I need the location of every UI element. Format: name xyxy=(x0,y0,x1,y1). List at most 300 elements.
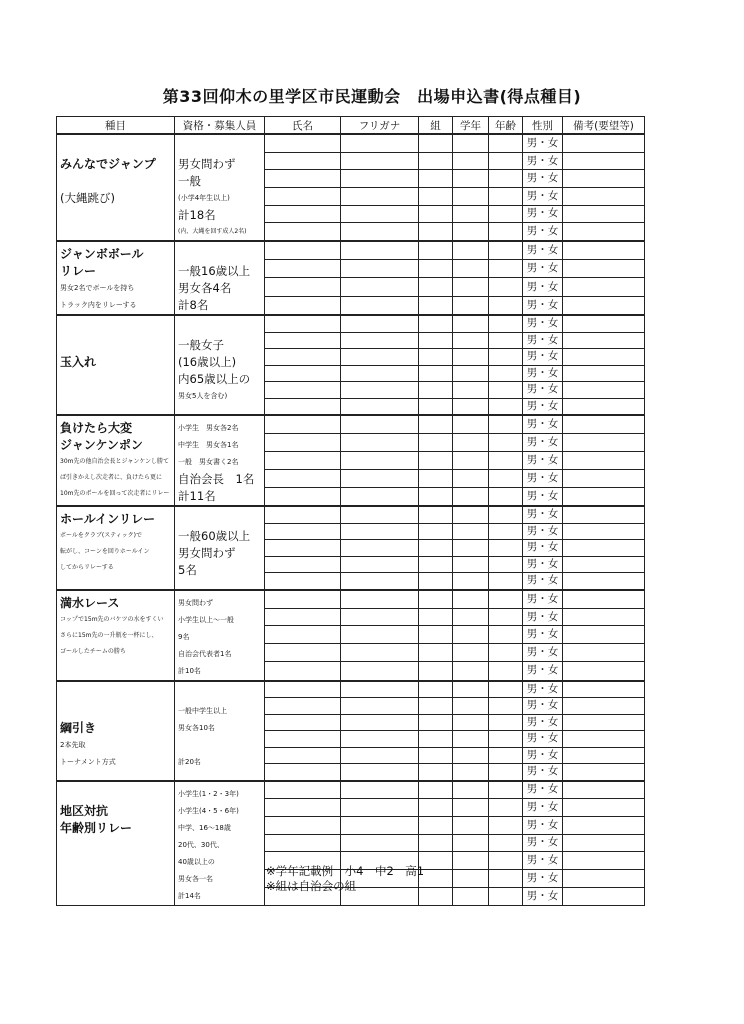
name-field[interactable] xyxy=(265,644,341,662)
age-field[interactable] xyxy=(489,590,523,609)
grade-field[interactable] xyxy=(453,205,489,223)
age-field[interactable] xyxy=(489,816,523,834)
age-field[interactable] xyxy=(489,315,523,332)
furigana-field[interactable] xyxy=(341,834,419,852)
name-field[interactable] xyxy=(265,540,341,557)
furigana-field[interactable] xyxy=(341,590,419,609)
age-field[interactable] xyxy=(489,764,523,781)
furigana-field[interactable] xyxy=(341,315,419,332)
grade-field[interactable] xyxy=(453,834,489,852)
age-field[interactable] xyxy=(489,170,523,188)
name-field[interactable] xyxy=(265,781,341,799)
remarks-field[interactable] xyxy=(563,799,645,817)
age-field[interactable] xyxy=(489,332,523,349)
sex-field[interactable]: 男・女 xyxy=(523,332,563,349)
furigana-field[interactable] xyxy=(341,382,419,399)
remarks-field[interactable] xyxy=(563,887,645,905)
name-field[interactable] xyxy=(265,134,341,152)
name-field[interactable] xyxy=(265,523,341,540)
sex-field[interactable]: 男・女 xyxy=(523,398,563,415)
remarks-field[interactable] xyxy=(563,698,645,715)
remarks-field[interactable] xyxy=(563,365,645,382)
grade-field[interactable] xyxy=(453,644,489,662)
sex-field[interactable]: 男・女 xyxy=(523,315,563,332)
sex-field[interactable]: 男・女 xyxy=(523,714,563,731)
group-field[interactable] xyxy=(419,662,453,681)
furigana-field[interactable] xyxy=(341,698,419,715)
name-field[interactable] xyxy=(265,451,341,469)
group-field[interactable] xyxy=(419,681,453,698)
group-field[interactable] xyxy=(419,747,453,764)
remarks-field[interactable] xyxy=(563,573,645,590)
name-field[interactable] xyxy=(265,662,341,681)
remarks-field[interactable] xyxy=(563,315,645,332)
group-field[interactable] xyxy=(419,170,453,188)
sex-field[interactable]: 男・女 xyxy=(523,644,563,662)
name-field[interactable] xyxy=(265,469,341,487)
furigana-field[interactable] xyxy=(341,451,419,469)
grade-field[interactable] xyxy=(453,681,489,698)
name-field[interactable] xyxy=(265,764,341,781)
name-field[interactable] xyxy=(265,278,341,296)
name-field[interactable] xyxy=(265,487,341,506)
group-field[interactable] xyxy=(419,590,453,609)
grade-field[interactable] xyxy=(453,349,489,366)
grade-field[interactable] xyxy=(453,747,489,764)
age-field[interactable] xyxy=(489,523,523,540)
group-field[interactable] xyxy=(419,205,453,223)
group-field[interactable] xyxy=(419,556,453,573)
group-field[interactable] xyxy=(419,415,453,434)
sex-field[interactable]: 男・女 xyxy=(523,365,563,382)
remarks-field[interactable] xyxy=(563,681,645,698)
furigana-field[interactable] xyxy=(341,714,419,731)
group-field[interactable] xyxy=(419,506,453,523)
age-field[interactable] xyxy=(489,506,523,523)
grade-field[interactable] xyxy=(453,887,489,905)
grade-field[interactable] xyxy=(453,469,489,487)
sex-field[interactable]: 男・女 xyxy=(523,205,563,223)
sex-field[interactable]: 男・女 xyxy=(523,799,563,817)
grade-field[interactable] xyxy=(453,315,489,332)
sex-field[interactable]: 男・女 xyxy=(523,349,563,366)
sex-field[interactable]: 男・女 xyxy=(523,662,563,681)
furigana-field[interactable] xyxy=(341,170,419,188)
sex-field[interactable]: 男・女 xyxy=(523,747,563,764)
sex-field[interactable]: 男・女 xyxy=(523,152,563,170)
age-field[interactable] xyxy=(489,241,523,260)
grade-field[interactable] xyxy=(453,523,489,540)
group-field[interactable] xyxy=(419,714,453,731)
name-field[interactable] xyxy=(265,681,341,698)
age-field[interactable] xyxy=(489,698,523,715)
remarks-field[interactable] xyxy=(563,469,645,487)
group-field[interactable] xyxy=(419,626,453,644)
age-field[interactable] xyxy=(489,382,523,399)
age-field[interactable] xyxy=(489,747,523,764)
name-field[interactable] xyxy=(265,608,341,626)
name-field[interactable] xyxy=(265,205,341,223)
furigana-field[interactable] xyxy=(341,296,419,315)
age-field[interactable] xyxy=(489,451,523,469)
furigana-field[interactable] xyxy=(341,398,419,415)
sex-field[interactable]: 男・女 xyxy=(523,382,563,399)
furigana-field[interactable] xyxy=(341,540,419,557)
remarks-field[interactable] xyxy=(563,540,645,557)
furigana-field[interactable] xyxy=(341,747,419,764)
grade-field[interactable] xyxy=(453,487,489,506)
name-field[interactable] xyxy=(265,434,341,452)
grade-field[interactable] xyxy=(453,382,489,399)
group-field[interactable] xyxy=(419,731,453,748)
grade-field[interactable] xyxy=(453,434,489,452)
furigana-field[interactable] xyxy=(341,816,419,834)
name-field[interactable] xyxy=(265,398,341,415)
sex-field[interactable]: 男・女 xyxy=(523,223,563,241)
furigana-field[interactable] xyxy=(341,608,419,626)
name-field[interactable] xyxy=(265,187,341,205)
remarks-field[interactable] xyxy=(563,852,645,870)
remarks-field[interactable] xyxy=(563,278,645,296)
remarks-field[interactable] xyxy=(563,152,645,170)
group-field[interactable] xyxy=(419,332,453,349)
age-field[interactable] xyxy=(489,731,523,748)
name-field[interactable] xyxy=(265,223,341,241)
remarks-field[interactable] xyxy=(563,451,645,469)
grade-field[interactable] xyxy=(453,332,489,349)
remarks-field[interactable] xyxy=(563,382,645,399)
sex-field[interactable]: 男・女 xyxy=(523,434,563,452)
grade-field[interactable] xyxy=(453,714,489,731)
remarks-field[interactable] xyxy=(563,296,645,315)
sex-field[interactable]: 男・女 xyxy=(523,523,563,540)
grade-field[interactable] xyxy=(453,260,489,278)
remarks-field[interactable] xyxy=(563,644,645,662)
remarks-field[interactable] xyxy=(563,523,645,540)
furigana-field[interactable] xyxy=(341,260,419,278)
age-field[interactable] xyxy=(489,398,523,415)
age-field[interactable] xyxy=(489,681,523,698)
furigana-field[interactable] xyxy=(341,365,419,382)
name-field[interactable] xyxy=(265,382,341,399)
furigana-field[interactable] xyxy=(341,764,419,781)
furigana-field[interactable] xyxy=(341,799,419,817)
grade-field[interactable] xyxy=(453,662,489,681)
age-field[interactable] xyxy=(489,434,523,452)
age-field[interactable] xyxy=(489,852,523,870)
sex-field[interactable]: 男・女 xyxy=(523,469,563,487)
furigana-field[interactable] xyxy=(341,731,419,748)
grade-field[interactable] xyxy=(453,781,489,799)
name-field[interactable] xyxy=(265,590,341,609)
group-field[interactable] xyxy=(419,469,453,487)
name-field[interactable] xyxy=(265,816,341,834)
name-field[interactable] xyxy=(265,260,341,278)
furigana-field[interactable] xyxy=(341,523,419,540)
sex-field[interactable]: 男・女 xyxy=(523,556,563,573)
name-field[interactable] xyxy=(265,170,341,188)
age-field[interactable] xyxy=(489,415,523,434)
sex-field[interactable]: 男・女 xyxy=(523,590,563,609)
sex-field[interactable]: 男・女 xyxy=(523,816,563,834)
grade-field[interactable] xyxy=(453,398,489,415)
sex-field[interactable]: 男・女 xyxy=(523,241,563,260)
age-field[interactable] xyxy=(489,781,523,799)
name-field[interactable] xyxy=(265,365,341,382)
sex-field[interactable]: 男・女 xyxy=(523,278,563,296)
group-field[interactable] xyxy=(419,134,453,152)
age-field[interactable] xyxy=(489,152,523,170)
grade-field[interactable] xyxy=(453,296,489,315)
furigana-field[interactable] xyxy=(341,626,419,644)
group-field[interactable] xyxy=(419,799,453,817)
group-field[interactable] xyxy=(419,349,453,366)
grade-field[interactable] xyxy=(453,799,489,817)
furigana-field[interactable] xyxy=(341,241,419,260)
age-field[interactable] xyxy=(489,134,523,152)
remarks-field[interactable] xyxy=(563,170,645,188)
remarks-field[interactable] xyxy=(563,187,645,205)
group-field[interactable] xyxy=(419,764,453,781)
group-field[interactable] xyxy=(419,315,453,332)
age-field[interactable] xyxy=(489,556,523,573)
remarks-field[interactable] xyxy=(563,260,645,278)
sex-field[interactable]: 男・女 xyxy=(523,187,563,205)
remarks-field[interactable] xyxy=(563,332,645,349)
sex-field[interactable]: 男・女 xyxy=(523,834,563,852)
name-field[interactable] xyxy=(265,834,341,852)
group-field[interactable] xyxy=(419,152,453,170)
remarks-field[interactable] xyxy=(563,731,645,748)
group-field[interactable] xyxy=(419,540,453,557)
furigana-field[interactable] xyxy=(341,681,419,698)
grade-field[interactable] xyxy=(453,187,489,205)
age-field[interactable] xyxy=(489,365,523,382)
group-field[interactable] xyxy=(419,698,453,715)
sex-field[interactable]: 男・女 xyxy=(523,731,563,748)
remarks-field[interactable] xyxy=(563,241,645,260)
group-field[interactable] xyxy=(419,241,453,260)
furigana-field[interactable] xyxy=(341,278,419,296)
name-field[interactable] xyxy=(265,349,341,366)
grade-field[interactable] xyxy=(453,731,489,748)
age-field[interactable] xyxy=(489,469,523,487)
group-field[interactable] xyxy=(419,398,453,415)
remarks-field[interactable] xyxy=(563,349,645,366)
group-field[interactable] xyxy=(419,608,453,626)
age-field[interactable] xyxy=(489,223,523,241)
group-field[interactable] xyxy=(419,834,453,852)
grade-field[interactable] xyxy=(453,573,489,590)
furigana-field[interactable] xyxy=(341,205,419,223)
sex-field[interactable]: 男・女 xyxy=(523,260,563,278)
furigana-field[interactable] xyxy=(341,152,419,170)
group-field[interactable] xyxy=(419,816,453,834)
furigana-field[interactable] xyxy=(341,434,419,452)
remarks-field[interactable] xyxy=(563,434,645,452)
age-field[interactable] xyxy=(489,834,523,852)
remarks-field[interactable] xyxy=(563,714,645,731)
grade-field[interactable] xyxy=(453,590,489,609)
remarks-field[interactable] xyxy=(563,662,645,681)
group-field[interactable] xyxy=(419,260,453,278)
furigana-field[interactable] xyxy=(341,415,419,434)
grade-field[interactable] xyxy=(453,170,489,188)
sex-field[interactable]: 男・女 xyxy=(523,626,563,644)
remarks-field[interactable] xyxy=(563,608,645,626)
sex-field[interactable]: 男・女 xyxy=(523,573,563,590)
age-field[interactable] xyxy=(489,799,523,817)
sex-field[interactable]: 男・女 xyxy=(523,134,563,152)
age-field[interactable] xyxy=(489,296,523,315)
name-field[interactable] xyxy=(265,415,341,434)
grade-field[interactable] xyxy=(453,608,489,626)
name-field[interactable] xyxy=(265,152,341,170)
remarks-field[interactable] xyxy=(563,764,645,781)
furigana-field[interactable] xyxy=(341,187,419,205)
furigana-field[interactable] xyxy=(341,506,419,523)
group-field[interactable] xyxy=(419,382,453,399)
grade-field[interactable] xyxy=(453,764,489,781)
grade-field[interactable] xyxy=(453,451,489,469)
grade-field[interactable] xyxy=(453,506,489,523)
remarks-field[interactable] xyxy=(563,590,645,609)
name-field[interactable] xyxy=(265,556,341,573)
grade-field[interactable] xyxy=(453,134,489,152)
grade-field[interactable] xyxy=(453,241,489,260)
name-field[interactable] xyxy=(265,315,341,332)
age-field[interactable] xyxy=(489,662,523,681)
group-field[interactable] xyxy=(419,644,453,662)
grade-field[interactable] xyxy=(453,556,489,573)
name-field[interactable] xyxy=(265,296,341,315)
name-field[interactable] xyxy=(265,626,341,644)
sex-field[interactable]: 男・女 xyxy=(523,170,563,188)
group-field[interactable] xyxy=(419,487,453,506)
group-field[interactable] xyxy=(419,365,453,382)
age-field[interactable] xyxy=(489,187,523,205)
age-field[interactable] xyxy=(489,887,523,905)
furigana-field[interactable] xyxy=(341,332,419,349)
grade-field[interactable] xyxy=(453,540,489,557)
age-field[interactable] xyxy=(489,205,523,223)
group-field[interactable] xyxy=(419,434,453,452)
age-field[interactable] xyxy=(489,487,523,506)
remarks-field[interactable] xyxy=(563,747,645,764)
sex-field[interactable]: 男・女 xyxy=(523,506,563,523)
grade-field[interactable] xyxy=(453,365,489,382)
sex-field[interactable]: 男・女 xyxy=(523,698,563,715)
age-field[interactable] xyxy=(489,714,523,731)
name-field[interactable] xyxy=(265,573,341,590)
grade-field[interactable] xyxy=(453,816,489,834)
group-field[interactable] xyxy=(419,223,453,241)
group-field[interactable] xyxy=(419,187,453,205)
sex-field[interactable]: 男・女 xyxy=(523,296,563,315)
name-field[interactable] xyxy=(265,714,341,731)
grade-field[interactable] xyxy=(453,852,489,870)
grade-field[interactable] xyxy=(453,698,489,715)
sex-field[interactable]: 男・女 xyxy=(523,540,563,557)
furigana-field[interactable] xyxy=(341,662,419,681)
remarks-field[interactable] xyxy=(563,816,645,834)
sex-field[interactable]: 男・女 xyxy=(523,451,563,469)
furigana-field[interactable] xyxy=(341,349,419,366)
age-field[interactable] xyxy=(489,260,523,278)
remarks-field[interactable] xyxy=(563,834,645,852)
sex-field[interactable]: 男・女 xyxy=(523,415,563,434)
furigana-field[interactable] xyxy=(341,469,419,487)
remarks-field[interactable] xyxy=(563,870,645,888)
remarks-field[interactable] xyxy=(563,398,645,415)
furigana-field[interactable] xyxy=(341,556,419,573)
grade-field[interactable] xyxy=(453,870,489,888)
name-field[interactable] xyxy=(265,332,341,349)
name-field[interactable] xyxy=(265,799,341,817)
group-field[interactable] xyxy=(419,781,453,799)
group-field[interactable] xyxy=(419,523,453,540)
remarks-field[interactable] xyxy=(563,626,645,644)
grade-field[interactable] xyxy=(453,626,489,644)
remarks-field[interactable] xyxy=(563,781,645,799)
furigana-field[interactable] xyxy=(341,573,419,590)
age-field[interactable] xyxy=(489,626,523,644)
remarks-field[interactable] xyxy=(563,506,645,523)
name-field[interactable] xyxy=(265,506,341,523)
sex-field[interactable]: 男・女 xyxy=(523,781,563,799)
age-field[interactable] xyxy=(489,608,523,626)
remarks-field[interactable] xyxy=(563,134,645,152)
sex-field[interactable]: 男・女 xyxy=(523,764,563,781)
remarks-field[interactable] xyxy=(563,415,645,434)
sex-field[interactable]: 男・女 xyxy=(523,887,563,905)
name-field[interactable] xyxy=(265,731,341,748)
remarks-field[interactable] xyxy=(563,205,645,223)
furigana-field[interactable] xyxy=(341,487,419,506)
furigana-field[interactable] xyxy=(341,644,419,662)
name-field[interactable] xyxy=(265,747,341,764)
age-field[interactable] xyxy=(489,349,523,366)
sex-field[interactable]: 男・女 xyxy=(523,870,563,888)
sex-field[interactable]: 男・女 xyxy=(523,608,563,626)
age-field[interactable] xyxy=(489,278,523,296)
age-field[interactable] xyxy=(489,540,523,557)
sex-field[interactable]: 男・女 xyxy=(523,852,563,870)
group-field[interactable] xyxy=(419,278,453,296)
age-field[interactable] xyxy=(489,644,523,662)
group-field[interactable] xyxy=(419,451,453,469)
sex-field[interactable]: 男・女 xyxy=(523,487,563,506)
grade-field[interactable] xyxy=(453,415,489,434)
sex-field[interactable]: 男・女 xyxy=(523,681,563,698)
grade-field[interactable] xyxy=(453,223,489,241)
group-field[interactable] xyxy=(419,296,453,315)
remarks-field[interactable] xyxy=(563,487,645,506)
remarks-field[interactable] xyxy=(563,556,645,573)
grade-field[interactable] xyxy=(453,278,489,296)
furigana-field[interactable] xyxy=(341,134,419,152)
group-field[interactable] xyxy=(419,573,453,590)
age-field[interactable] xyxy=(489,573,523,590)
qualification-line: 一般女子 xyxy=(178,338,224,352)
furigana-field[interactable] xyxy=(341,223,419,241)
age-field[interactable] xyxy=(489,870,523,888)
name-field[interactable] xyxy=(265,241,341,260)
remarks-field[interactable] xyxy=(563,223,645,241)
name-field[interactable] xyxy=(265,698,341,715)
grade-field[interactable] xyxy=(453,152,489,170)
furigana-field[interactable] xyxy=(341,781,419,799)
